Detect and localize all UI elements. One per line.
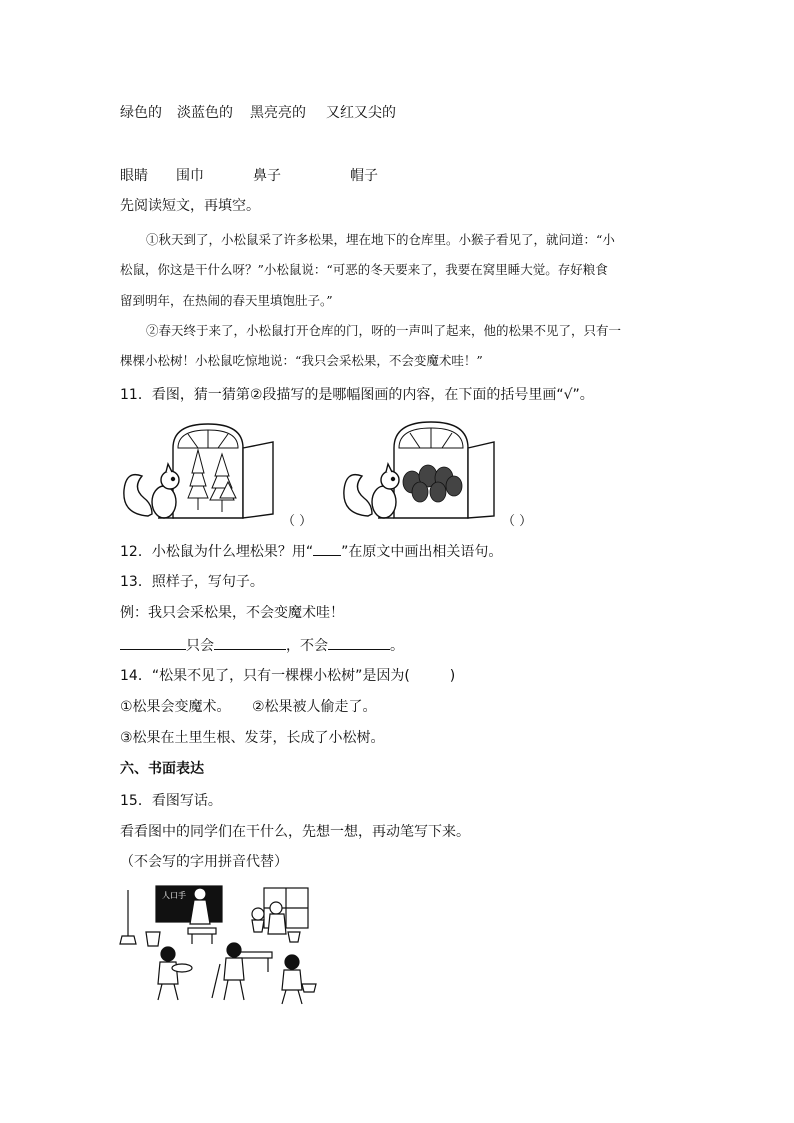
question-14-option-1: ①松果会变魔术。 [120,699,231,715]
question-12 [120,541,502,561]
passage-p1-line3: 留到明年，在热闹的春天里填饱肚子。” [120,293,333,308]
fill-blank-1[interactable] [120,635,186,650]
question-12-suffix: ”在原文中画出相关语句。 [341,544,503,560]
squirrel-pinecones-picture [336,418,501,528]
noun-2: 围巾 [176,168,204,184]
q11-answer-paren-left[interactable]: （ ） [282,514,313,529]
question-14-close: ) [449,668,456,684]
noun-4: 帽子 [350,168,378,184]
q11-answer-paren-right[interactable]: （ ） [502,514,533,529]
reading-instruction: 先阅读短文，再填空。 [120,198,260,214]
noun-1: 眼睛 [120,168,148,184]
question-14-option-3: ③松果在土里生根、发芽，长成了小松树。 [120,730,385,746]
question-14-text: 14．“松果不见了，只有一棵棵小松树”是因为( [120,668,410,684]
question-15-note: （不会写的字用拼音代替） [120,854,288,870]
fill-word-buhui: ，不会 [286,638,328,654]
answer-blank-q14[interactable] [410,666,450,680]
classroom-cleaning-picture [116,880,326,1010]
adjective-2: 淡蓝色的 [177,105,233,121]
question-14-option-2: ②松果被人偷走了。 [252,699,377,715]
passage-p2-line1: ②春天终于来了，小松鼠打开仓库的门，呀的一声叫了起来，他的松果不见了，只有一 [146,323,622,338]
question-14 [120,666,455,685]
passage-p1-line2: 松鼠，你这是干什么呀？”小松鼠说：“可恶的冬天要来了，我要在窝里睡大觉。存好粮食 [120,262,608,277]
question-13-fill-line [120,635,404,655]
passage-p1-line1: ①秋天到了，小松鼠采了许多松果，埋在地下的仓库里。小猴子看见了，就问道：“小 [146,232,615,247]
question-13-example: 例：我只会采松果，不会变魔术哇！ [120,605,344,621]
adjective-4: 又红又尖的 [326,105,396,121]
underline-mark-sample [313,541,341,556]
fill-blank-2[interactable] [214,635,286,650]
question-15-instruction: 看看图中的同学们在干什么，先想一想，再动笔写下来。 [120,824,470,840]
blackboard-text: 人口手 [162,891,186,900]
noun-3: 鼻子 [253,168,281,184]
fill-word-zhihui: 只会 [186,638,214,654]
squirrel-trees-picture [118,418,278,528]
question-12-prefix: 12．小松鼠为什么埋松果？用“ [120,544,314,560]
adjective-1: 绿色的 [120,105,162,121]
fill-blank-3[interactable] [328,635,390,650]
question-15: 15．看图写话。 [120,793,222,809]
passage-p2-line2: 棵棵小松树！小松鼠吃惊地说：“我只会采松果，不会变魔术哇！” [120,353,483,368]
question-11: 11．看图，猜一猜第②段描写的是哪幅图画的内容，在下面的括号里画“√”。 [120,387,594,403]
question-13: 13．照样子，写句子。 [120,574,264,590]
fill-end-period: 。 [390,638,404,654]
adjective-3: 黑亮亮的 [250,105,306,121]
section-six-title: 六、书面表达 [120,761,204,777]
